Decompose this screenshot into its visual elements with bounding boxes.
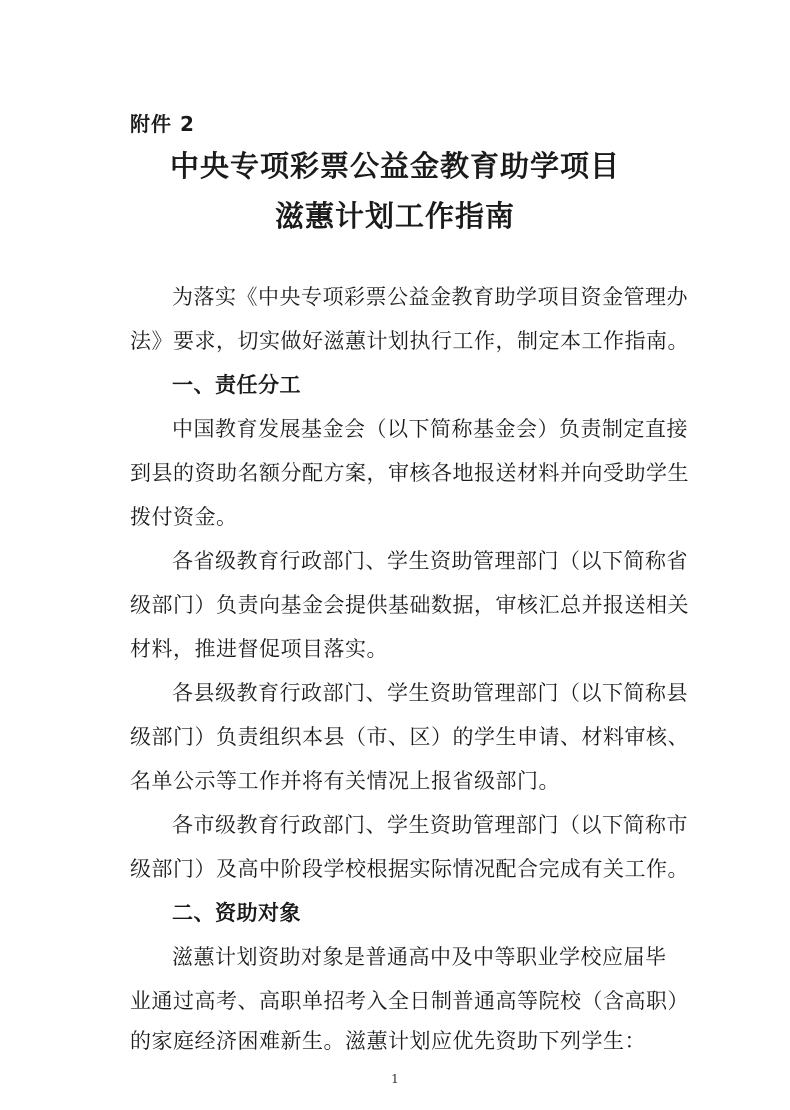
document-title-line-1: 中央专项彩票公益金教育助学项目	[169, 149, 620, 183]
page-number: 1	[391, 1072, 399, 1086]
paragraph-line: 各县级教育行政部门、学生资助管理部门（以下简称县	[172, 681, 688, 705]
paragraph-line: 级部门）负责向基金会提供基础数据，审核汇总并报送相关	[130, 593, 689, 617]
section-heading: 一、责任分工	[172, 373, 301, 397]
paragraph-line: 各市级教育行政部门、学生资助管理部门（以下简称市	[172, 813, 688, 837]
paragraph-line: 级部门）及高中阶段学校根据实际情况配合完成有关工作。	[130, 857, 689, 881]
paragraph-line: 法》要求，切实做好滋蕙计划执行工作，制定本工作指南。	[130, 329, 689, 353]
paragraph-line: 的家庭经济困难新生。滋蕙计划应优先资助下列学生：	[130, 1029, 646, 1053]
document-title-line-2: 滋蕙计划工作指南	[274, 199, 515, 233]
paragraph-line: 拨付资金。	[130, 505, 238, 529]
paragraph-line: 业通过高考、高职单招考入全日制普通高等院校（含高职）	[130, 989, 689, 1013]
paragraph-line: 中国教育发展基金会（以下简称基金会）负责制定直接	[172, 417, 688, 441]
paragraph-line: 名单公示等工作并将有关情况上报省级部门。	[130, 769, 560, 793]
paragraph-line: 各省级教育行政部门、学生资助管理部门（以下简称省	[172, 549, 688, 573]
paragraph-line: 滋蕙计划资助对象是普通高中及中等职业学校应届毕	[172, 945, 667, 969]
paragraph-line: 级部门）负责组织本县（市、区）的学生申请、材料审核、	[130, 725, 689, 749]
paragraph-line: 材料，推进督促项目落实。	[130, 637, 388, 661]
section-heading: 二、资助对象	[172, 901, 301, 925]
paragraph-line: 为落实《中央专项彩票公益金教育助学项目资金管理办	[172, 285, 688, 309]
paragraph-line: 到县的资助名额分配方案，审核各地报送材料并向受助学生	[130, 461, 689, 485]
attachment-label: 附件 2	[130, 112, 195, 136]
